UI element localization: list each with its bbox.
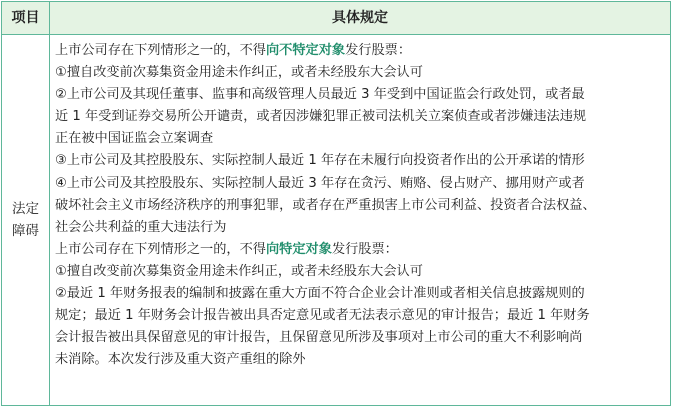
rule-text: ①擅自改变前次募集资金用途未作纠正，或者未经股东大会认可 [55, 263, 423, 279]
rule-line [55, 261, 665, 283]
table-header [2, 2, 670, 35]
rule-line [55, 305, 665, 327]
rule-line [55, 150, 665, 172]
regulation-table [1, 1, 671, 406]
rule-line [55, 217, 665, 239]
rule-line [55, 195, 665, 217]
rule-line [55, 128, 665, 150]
rules-content [55, 40, 665, 371]
header-item-column: 项目 [2, 2, 50, 34]
table-row [2, 35, 670, 405]
rule-line [55, 62, 665, 84]
row-label-cell [2, 35, 50, 405]
rule-text: ④上市公司及其控股股东、实际控制人最近 3 年存在贪污、贿赂、侵占财产、挪用财产或者 [55, 175, 585, 191]
rule-line [55, 106, 665, 128]
rule-text: 上市公司存在下列情形之一的，不得 [55, 43, 266, 58]
rule-line [55, 349, 665, 371]
rule-line [55, 173, 665, 195]
rule-text: 正在被中国证监会立案调查 [55, 131, 214, 147]
rule-text-suffix: 发行股票： [345, 43, 412, 58]
highlight-term: 向特定对象 [266, 241, 332, 257]
rule-text: 未消除。本次发行涉及重大资产重组的除外 [55, 352, 306, 368]
rule-line [55, 283, 665, 305]
row-label-text: 法定障碍 [12, 201, 39, 239]
rule-line [55, 327, 665, 349]
rule-text: ①擅自改变前次募集资金用途未作纠正，或者未经股东大会认可 [55, 65, 423, 81]
rule-text: 上市公司存在下列情形之一的，不得 [55, 241, 266, 257]
rule-line [55, 40, 665, 62]
rule-text: ②上市公司及其现任董事、监事和高级管理人员最近 3 年受到中国证监会行政处罚，或者最 [55, 87, 585, 103]
rule-text: ③上市公司及其控股股东、实际控制人最近 1 年存在未履行向投资者作出的公开承诺的情形 [55, 153, 585, 169]
rule-text: 规定；最近 1 年财务会计报告被出具否定意见或者无法表示意见的审计报告；最近 1 年财务 [55, 308, 590, 324]
rule-text: 社会公共利益的重大违法行为 [55, 219, 227, 235]
rule-text: 破坏社会主义市场经济秩序的刑事犯罪，或者存在严重损害上市公司利益、投资者合法权益、 [55, 197, 596, 213]
rule-line [55, 239, 665, 261]
rule-text: 会计报告被出具保留意见的审计报告，且保留意见所涉及事项对上市公司的重大不利影响尚 [55, 330, 583, 346]
highlight-term: 向不特定对象 [266, 43, 346, 58]
rule-line [55, 84, 665, 106]
rule-text: ②最近 1 年财务报表的编制和披露在重大方面不符合企业会计准则或者相关信息披露规则的 [55, 286, 585, 302]
rule-text: 近 1 年受到证券交易所公开谴责，或者因涉嫌犯罪正被司法机关立案侦查或者涉嫌违法违规 [55, 109, 587, 125]
rule-text-suffix: 发行股票： [331, 241, 398, 257]
header-rules-column: 具体规定 [332, 10, 388, 26]
